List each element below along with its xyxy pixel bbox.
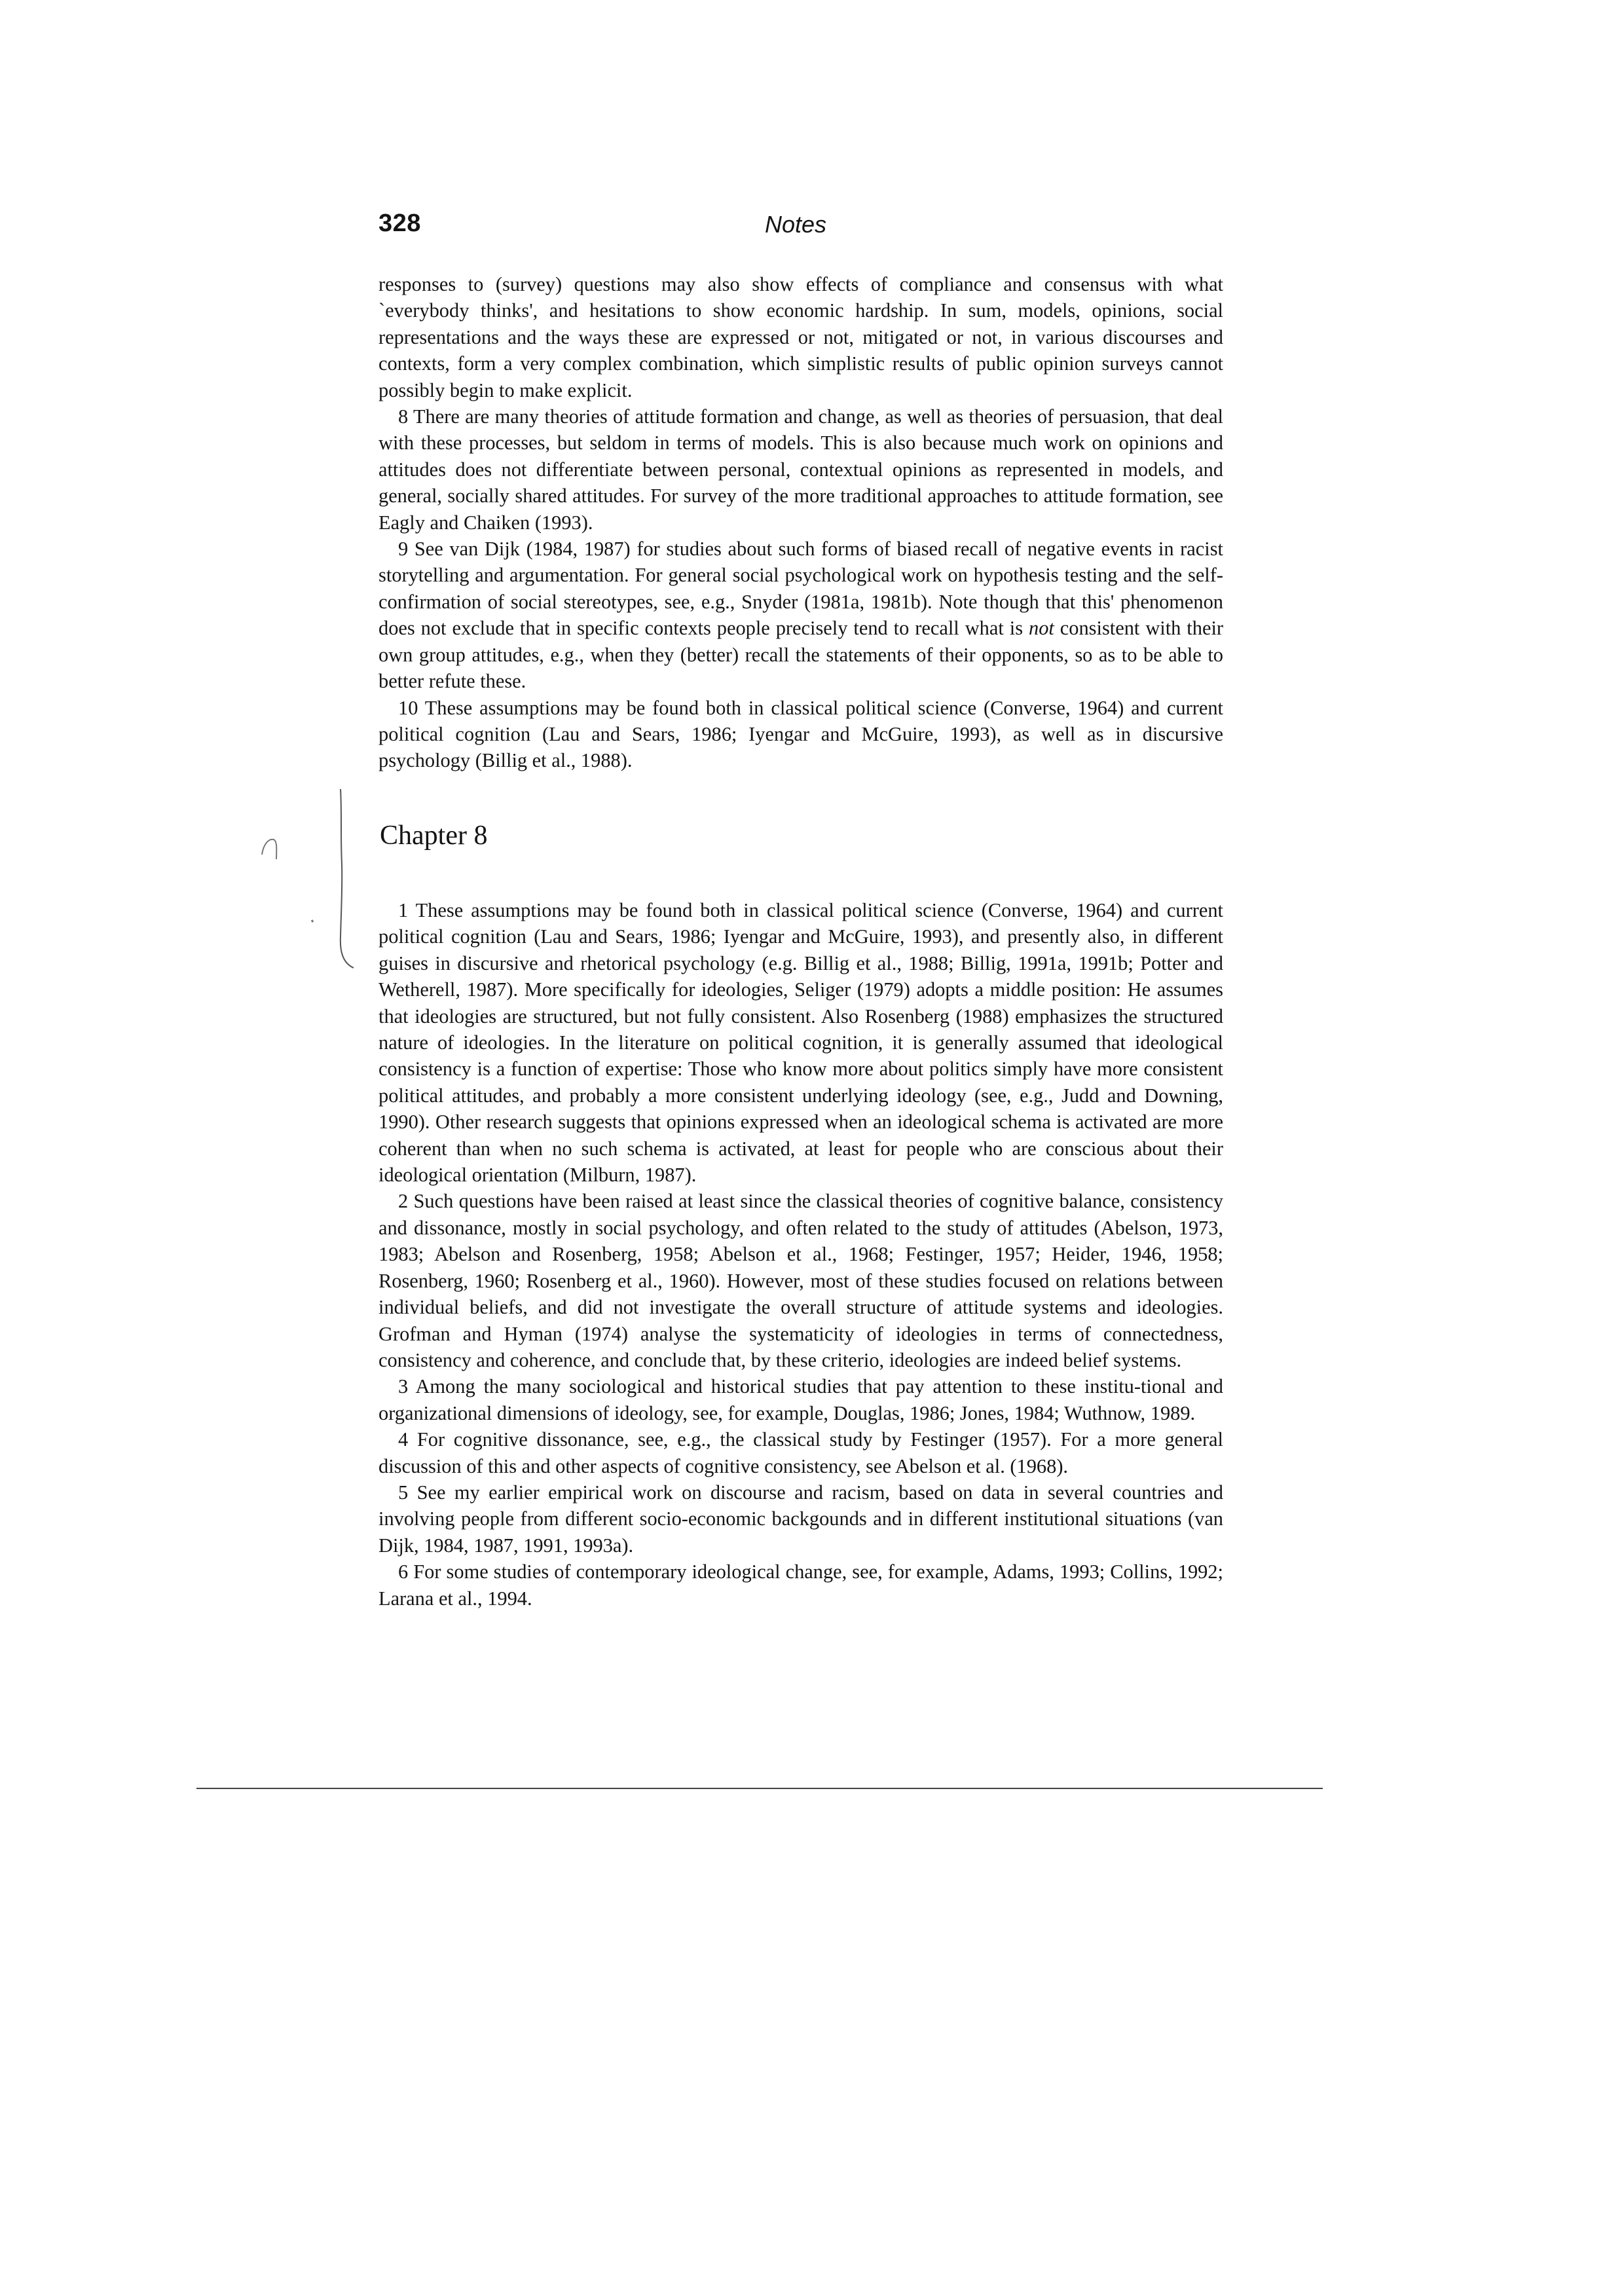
handwritten-bracket-mark [341,789,354,968]
note-text: responses to (survey) questions may also show effects of compliance and consensus with what `everybody thinks', and hesitations to show economic hardship. In sum, models, opinions, social representations and the ways these are expressed or not, mitigated or not, in various discourses and contexts, form a very complex combination, which simplistic results of public opinion surveys cannot possibly begin to make explicit. [378,273,1223,401]
handwritten-margin-marks [249,773,380,982]
running-head: Notes [765,211,827,238]
note-text: 8 There are many theories of attitude formation and change, as well as theories of persuasion, that deal with these processes, but seldom in terms of models. This is also because much work on opinions and attitudes does not differentiate between personal, contextual opinions as represented in models, and general, socially shared attitudes. For survey of the more traditional approaches to attitude formation, see Eagly and Chaiken (1993). [378,405,1223,534]
chapter-heading: Chapter 8 [380,821,488,851]
note-paragraph: 4 For cognitive dissonance, see, e.g., the classical study by Festinger (1957). For a more general discussion of this and other aspects of cognitive consistency, see Abelson et al. (1968). [378,1428,1223,1477]
note-continuation [378,271,1223,403]
handwritten-n-mark [262,840,276,859]
page-number: 328 [378,210,421,237]
note-paragraph: 3 Among the many sociological and historical studies that pay attention to these institu-tional and organizational dimensions of ideology, see, for example, Douglas, 1986; Jones, 1984; Wuthnow, 1989. [378,1375,1223,1424]
continued-notes [378,271,1223,774]
note-paragraph [378,536,1223,694]
chapter-8-notes [378,897,1223,1612]
footer-rule [196,1788,1323,1789]
note-emphasis: not [1029,617,1054,640]
note-paragraph: 1 These assumptions may be found both in classical political science (Converse, 1964) and current political cognition (Lau and Sears, 1986; Iyengar and McGuire, 1993), and presently also, in different guises in discursive and rhetorical psychology (e.g. Billig et al., 1988; Billig, 1991a, 1991b; Potter and Wetherell, 1987). More specifically for ideologies, Seliger (1979) adopts a middle position: He assumes that ideologies are structured, but not fully consistent. Also Rosenberg (1988) emphasizes the structured nature of ideologies. In the literature on political cognition, it is generally assumed that ideological consistency is a function of expertise: Those who know more about politics simply have more consistent political attitudes, and probably a more consistent underlying ideology (see, e.g., Judd and Downing, 1990). Other research suggests that opinions expressed when an ideological schema is activated are more coherent than when no such schema is activated, at least for people who are conscious about their ideological orientation (Milburn, 1987). [378,899,1223,1187]
note-text: 10 These assumptions may be found both in classical political science (Converse, 1964) and current political cognition (Lau and Sears, 1986; Iyengar and McGuire, 1993), as well as in discursive psychology (Billig et al., 1988). [378,696,1223,772]
note-paragraph: 2 Such questions have been raised at least since the classical theories of cognitive balance, consistency and dissonance, mostly in social psychology, and often related to the study of attitudes (Abelson, 1973, 1983; Abelson and Rosenberg, 1958; Abelson et al., 1968; Festinger, 1957; Heider, 1946, 1958; Rosenberg, 1960; Rosenberg et al., 1960). However, most of these studies focused on relations between individual beliefs, and did not investigate the overall structure of attitude systems and ideologies. Grofman and Hyman (1974) analyse the systematicity of ideologies in terms of connectedness, consistency and coherence, and conclude that, by these criterio, ideologies are indeed belief systems. [378,1190,1223,1371]
handwritten-dot-mark [312,920,313,922]
note-text: consistent with their own group attitudes, e.g., when they (better) recall the statements of their opponents, so as to be able to better refute these. [378,617,1224,693]
note-paragraph [378,403,1223,536]
note-paragraph: 6 For some studies of contemporary ideological change, see, for example, Adams, 1993; Collins, 1992; Larana et al., 1994. [378,1561,1223,1610]
note-paragraph [378,695,1223,774]
note-text: 9 See van Dijk (1984, 1987) for studies about such forms of biased recall of negative events in racist storytelling and argumentation. For general social psychological work on hypothesis testing and the self-confirmation of social stereotypes, see, e.g., Snyder (1981a, 1981b). Note though that this' phenomenon does not exclude that in specific contexts people precisely tend to recall what is [378,538,1223,640]
note-paragraph: 5 See my earlier empirical work on discourse and racism, based on data in several countries and involving people from different socio-economic backgounds and in different institutional situations (van Dijk, 1984, 1987, 1991, 1993a). [378,1481,1223,1557]
